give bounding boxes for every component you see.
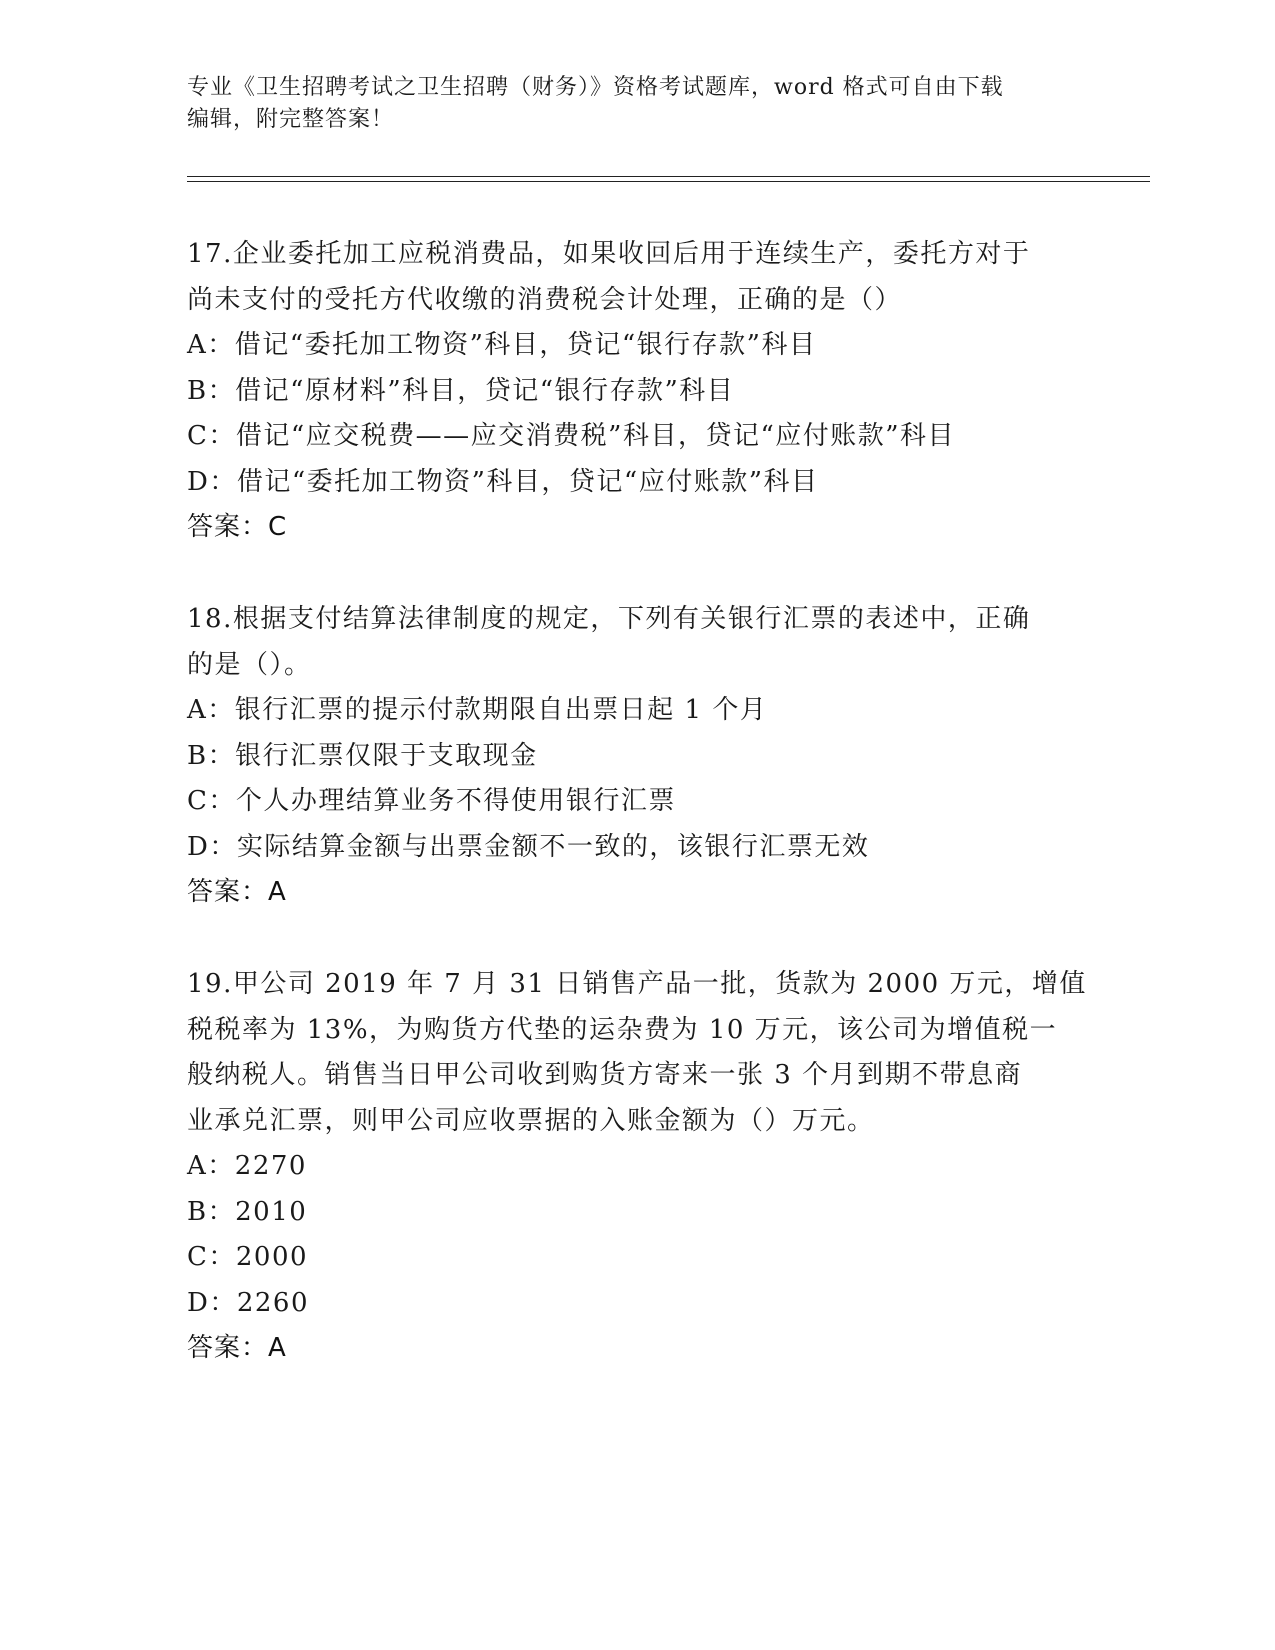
option-c: C：借记“应交税费——应交消费税”科目，贷记“应付账款”科目 bbox=[187, 421, 956, 451]
option-b: B：银行汇票仅限于支取现金 bbox=[187, 740, 538, 771]
stem-line: 般纳税人。销售当日甲公司收到购货方寄来一张 3 个月到期不带息商 bbox=[187, 1060, 1023, 1090]
question-stem bbox=[187, 962, 1087, 1144]
answer-line: 答案：C bbox=[187, 512, 288, 542]
header-divider-bottom bbox=[187, 181, 1150, 182]
answer-line: 答案：A bbox=[187, 877, 287, 907]
question-18 bbox=[187, 597, 1087, 916]
stem-line: 18.根据支付结算法律制度的规定，下列有关银行汇票的表述中，正确 bbox=[187, 604, 1031, 634]
stem-line: 的是（）。 bbox=[187, 649, 312, 680]
question-stem bbox=[187, 597, 1087, 688]
option-a: A：借记“委托加工物资”科目，贷记“银行存款”科目 bbox=[187, 330, 817, 360]
question-17 bbox=[187, 232, 1087, 551]
stem-line: 业承兑汇票，则甲公司应收票据的入账金额为（）万元。 bbox=[187, 1105, 875, 1136]
header-divider-top bbox=[187, 176, 1150, 177]
document-header bbox=[187, 72, 1087, 136]
option-d: D：借记“委托加工物资”科目，贷记“应付账款”科目 bbox=[187, 466, 819, 497]
option-a: A：2270 bbox=[187, 1151, 307, 1181]
option-b: B：2010 bbox=[187, 1196, 308, 1227]
option-d: D：实际结算金额与出票金额不一致的，该银行汇票无效 bbox=[187, 831, 870, 862]
question-19 bbox=[187, 962, 1087, 1372]
question-stem bbox=[187, 232, 1087, 323]
header-line-2: 编辑，附完整答案！ bbox=[187, 107, 395, 132]
stem-line: 税税率为 13%，为购货方代垫的运杂费为 10 万元，该公司为增值税一 bbox=[187, 1014, 1058, 1045]
stem-line: 尚未支付的受托方代收缴的消费税会计处理，正确的是（） bbox=[187, 284, 903, 315]
answer-line: 答案：A bbox=[187, 1333, 287, 1363]
option-c: C：个人办理结算业务不得使用银行汇票 bbox=[187, 786, 676, 816]
stem-line: 17.企业委托加工应税消费品，如果收回后用于连续生产，委托方对于 bbox=[187, 239, 1031, 269]
option-c: C：2000 bbox=[187, 1242, 309, 1272]
option-a: A：银行汇票的提示付款期限自出票日起 1 个月 bbox=[187, 695, 768, 725]
header-line-1: 专业《卫生招聘考试之卫生招聘（财务）》资格考试题库，word 格式可自由下载 bbox=[187, 75, 1004, 100]
option-d: D：2260 bbox=[187, 1287, 310, 1318]
stem-line: 19.甲公司 2019 年 7 月 31 日销售产品一批，货款为 2000 万元，增值 bbox=[187, 969, 1087, 999]
option-b: B：借记“原材料”科目，贷记“银行存款”科目 bbox=[187, 375, 735, 406]
